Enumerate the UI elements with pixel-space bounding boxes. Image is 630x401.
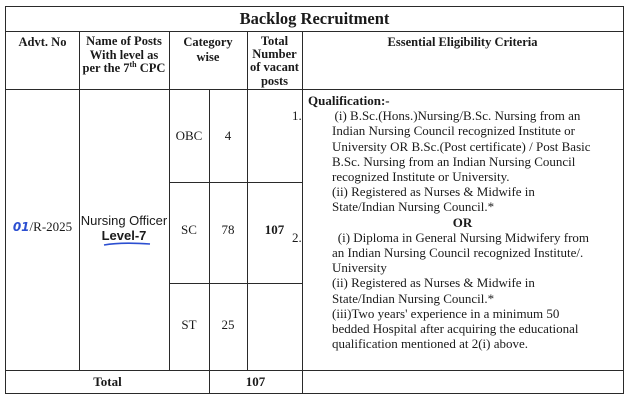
rule-obc-sc bbox=[169, 182, 302, 183]
header-name-of-posts: Name of Posts With level as per the 7th CPC bbox=[82, 34, 166, 75]
rule-above-total bbox=[6, 370, 623, 371]
rule-sc-st bbox=[169, 283, 302, 284]
category-obc: OBC bbox=[175, 128, 203, 143]
header-category-wise: Category wise bbox=[183, 35, 233, 64]
total-value: 107 bbox=[245, 374, 266, 389]
eligibility-criteria-text: Qualification:- 1. (i) B.Sc.(Hons.)Nursing/B.Sc. Nursing from an Indian Nursing Council recognized Institute or University OR B.Sc.(Post certificate) / Post Basic B.Sc. Nursing from an Indian Nursing Council recognized Institute or University. (ii) Registered as Nurses & Midwife in State/Indian Nursing Council.* OR 2. (i) Diploma in General Nursing Midwifery from an Indian Nursing Council recognized Institute/. University (ii) Registered as Nurses & Midwife in State/Indian Nursing Council.* (iii)Two years' experience in a minimum 50 bedded Hospital after acquiring the educational qualification mentioned at 2(i) above. bbox=[308, 93, 617, 351]
category-sc: SC bbox=[181, 222, 197, 237]
col-rule-5 bbox=[302, 31, 303, 394]
col-rule-1 bbox=[79, 31, 80, 370]
header-advt-no: Advt. No bbox=[18, 35, 67, 49]
post-name: Nursing Officer Level-7 bbox=[80, 213, 168, 243]
header-total-vacant: Total Number of vacant posts bbox=[250, 34, 299, 88]
recruitment-table bbox=[5, 6, 624, 394]
post-level: Level-7 bbox=[101, 228, 147, 243]
header-eligibility-criteria: Essential Eligibility Criteria bbox=[387, 35, 538, 49]
handwritten-underline bbox=[102, 241, 152, 247]
count-obc: 4 bbox=[224, 128, 232, 143]
or-separator: OR bbox=[452, 214, 473, 230]
total-label: Total bbox=[93, 374, 122, 389]
count-sc: 78 bbox=[221, 222, 235, 237]
rule-under-header bbox=[6, 89, 623, 90]
handwritten-advt-digits: 01 bbox=[12, 220, 30, 234]
category-st: ST bbox=[181, 317, 197, 332]
qualification-heading: Qualification:- bbox=[308, 93, 390, 108]
advt-number: 01/R-2025 bbox=[12, 219, 73, 234]
count-st: 25 bbox=[221, 317, 235, 332]
page-title: Backlog Recruitment bbox=[239, 9, 390, 28]
total-vacant-posts: 107 bbox=[264, 222, 285, 237]
rule-under-title bbox=[6, 31, 623, 32]
